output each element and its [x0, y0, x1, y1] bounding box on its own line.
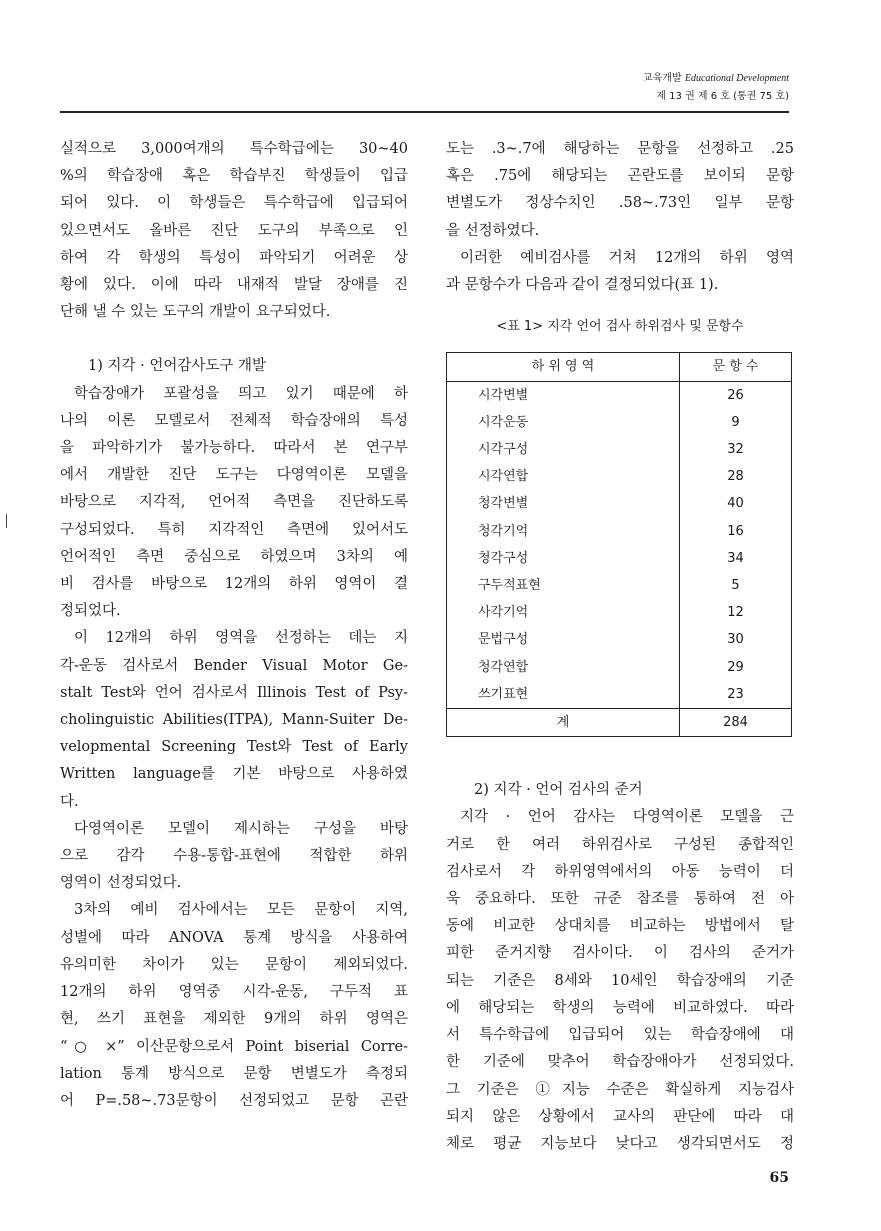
text-line: 지각 · 언어 감사는 다영역이론 모델을 근	[460, 809, 794, 826]
text-line: 서 특수학급에 입급되어 있는 학습장애에 대	[446, 1027, 794, 1044]
text-line: 에서 개발한 진단 도구는 다영역이론 모델을	[60, 467, 408, 484]
text-line: 되지 않은 상황에서 교사의 판단에 따라 대	[446, 1108, 794, 1125]
text-line: 그 기준은 ①지능 수준은 확실하게 지능검사	[446, 1081, 794, 1098]
paragraph	[446, 136, 794, 245]
subtest-area	[447, 518, 680, 545]
text-line: 나의 이론 모델로서 전체적 학습장애의 특성	[60, 412, 408, 429]
total-label: 계	[447, 709, 680, 737]
text-line: “○ ×” 이산문항으로서 Point biserial Corre-	[60, 1038, 408, 1055]
text-line: 혹은 .75에 해당되는 곤란도를 보이되 문항	[446, 168, 794, 185]
text-line: 되는 기준은 8세와 10세인 학습장애의 기준	[446, 972, 794, 989]
subtest-area-text: 시각변별	[478, 387, 529, 403]
total-value: 284	[680, 709, 792, 737]
text-line: 언어적인 측면 중심으로 하였으며 3차의 예	[60, 548, 408, 565]
subtest-area	[447, 381, 680, 409]
table-row	[447, 518, 792, 545]
subtest-area-text: 쓰기표현	[478, 686, 529, 702]
table-row	[447, 490, 792, 517]
text-line: 과 문항수가 다음과 같이 결정되었다(표 1).	[446, 277, 719, 294]
table-row	[447, 599, 792, 626]
running-header	[643, 70, 789, 106]
subtest-count: 9	[680, 409, 792, 436]
table-total-row	[447, 709, 792, 737]
text-line: 어 P=.58~.73문항이 선정되었고 문항 곤란	[60, 1092, 408, 1109]
text-line: 각-운동 검사로서 Bender Visual Motor Ge-	[60, 657, 408, 674]
subtest-count: 32	[680, 436, 792, 463]
subtest-area-text: 시각운동	[478, 414, 529, 430]
table-row	[447, 654, 792, 681]
text-line: 되어 있다. 이 학생들은 특수학급에 입급되어	[60, 195, 408, 212]
subtest-area	[447, 409, 680, 436]
subtest-count: 34	[680, 545, 792, 572]
subtest-count: 28	[680, 463, 792, 490]
text-line: 에 해당되는 학생의 능력에 비교하였다. 따라	[446, 999, 794, 1016]
text-line: 현, 쓰기 표현을 제외한 9개의 하위 영역은	[60, 1011, 408, 1028]
subtest-count: 40	[680, 490, 792, 517]
paragraph	[60, 816, 408, 898]
subtest-area-text: 청각연합	[478, 659, 529, 675]
text-line: 학습장애가 포괄성을 띄고 있기 때문에 하	[74, 385, 408, 402]
subtest-table	[446, 352, 792, 737]
text-line: 하여 각 학생의 특성이 파악되기 어려운 상	[60, 249, 408, 266]
subtest-count: 30	[680, 626, 792, 653]
subtest-count: 26	[680, 381, 792, 409]
text-line: 동에 비교한 상대치를 비교하는 방법에서 탈	[446, 918, 794, 935]
text-line: 으로 감각 수용-통합-표현에 적합한 하위	[60, 848, 408, 865]
header-rule	[60, 111, 789, 113]
text-line: 도는 .3~.7에 해당하는 문항을 선정하고 .25	[446, 141, 794, 157]
table-row	[447, 381, 792, 409]
text-line: lation 통계 방식으로 문항 변별도가 측정되	[60, 1065, 408, 1082]
text-line: 다.	[60, 793, 79, 810]
table-row	[447, 463, 792, 490]
journal-title-ko: 교육개발	[643, 73, 682, 84]
subtest-area	[447, 490, 680, 517]
subtest-area	[447, 572, 680, 599]
text-line: 성별에 따라 ANOVA 통계 방식을 사용하여	[60, 929, 408, 946]
subtest-area-text: 문법구성	[478, 632, 529, 648]
subtest-area-text: 구두적표현	[478, 578, 541, 594]
text-line: %의 학습장애 혹은 학습부진 학생들이 입급	[60, 168, 408, 185]
table-row	[447, 436, 792, 463]
text-line: 한 기준에 맞추어 학습장애아가 선정되었다.	[446, 1054, 794, 1071]
table-row	[447, 626, 792, 653]
text-line: 이러한 예비검사를 거쳐 12개의 하위 영역	[460, 249, 794, 266]
text-line: 정되었다.	[60, 603, 121, 620]
subtest-area	[447, 599, 680, 626]
table-header-count: 문 항 수	[680, 353, 792, 381]
text-line: 있으면서도 올바른 진단 도구의 부족으로 인	[60, 222, 408, 239]
issue-info: 제 13 권 제 6 호 (통권 75 호)	[656, 91, 789, 102]
subtest-area	[447, 626, 680, 653]
subtest-area	[447, 654, 680, 681]
subtest-area	[447, 436, 680, 463]
subtest-area-text: 시각연합	[478, 469, 529, 485]
text-line: stalt Test와 언어 검사로서 Illinois Test of Psy-	[60, 684, 408, 701]
paragraph	[60, 897, 408, 1115]
page-number: 65	[769, 1170, 789, 1186]
text-line: 3차의 예비 검사에서는 모든 문항이 지역,	[74, 902, 408, 919]
subtest-count: 12	[680, 599, 792, 626]
text-line: 단해 낼 수 있는 도구의 개발이 요구되었다.	[60, 304, 331, 321]
paragraph	[446, 804, 794, 1158]
text-line: 유의미한 차이가 있는 문항이 제외되었다.	[60, 956, 408, 973]
text-line: 실적으로 3,000여개의 특수학급에는 30~40	[60, 141, 408, 157]
subtest-area	[447, 545, 680, 572]
table-row	[447, 572, 792, 599]
text-line: 검사로서 각 하위영역에서의 아동 능력이 더	[446, 863, 794, 880]
text-line: 비 검사를 바탕으로 12개의 하위 영역이 결	[60, 576, 408, 593]
text-line: 체로 평균 지능보다 낮다고 생각되면서도 정	[446, 1135, 794, 1152]
text-line: cholinguistic Abilities(ITPA), Mann-Suiter De-	[60, 712, 408, 729]
subtest-area	[447, 463, 680, 490]
text-line: velopmental Screening Test와 Test of Early	[60, 739, 408, 756]
text-line: 황에 있다. 이에 따라 내재적 발달 장애를 진	[60, 277, 408, 294]
text-line: 을 선정하였다.	[446, 222, 540, 239]
subtest-count: 29	[680, 654, 792, 681]
margin-mark	[6, 514, 7, 528]
journal-title-en: Educational Development	[684, 73, 789, 84]
intro-paragraph	[60, 136, 408, 326]
text-line: 피한 준거지향 검사이다. 이 검사의 준거가	[446, 945, 794, 962]
paragraph	[60, 625, 408, 815]
text-line: 이 12개의 하위 영역을 선정하는 데는 지	[74, 630, 408, 647]
paragraph	[60, 381, 408, 626]
text-line: 욱 중요하다. 또한 규준 참조를 통하여 전 아	[446, 891, 794, 908]
paragraph	[446, 245, 794, 299]
table-header-area: 하 위 영 역	[447, 353, 680, 381]
subtest-count: 5	[680, 572, 792, 599]
text-line: 다영역이론 모델이 제시하는 구성을 바탕	[74, 820, 408, 837]
table-row	[447, 681, 792, 709]
section-title-1: 1) 지각 · 언어감사도구 개발	[88, 358, 266, 375]
text-line: 구성되었다. 특히 지각적인 측면에 있어서도	[60, 521, 408, 538]
text-line: Written language를 기본 바탕으로 사용하였	[60, 766, 408, 783]
subtest-area	[447, 681, 680, 709]
subtest-area-text: 청각변별	[478, 496, 529, 512]
subtest-area-text: 청각기억	[478, 523, 529, 539]
table-body	[447, 381, 792, 708]
subtest-area-text: 청각구성	[478, 550, 529, 566]
text-line: 거로 한 여러 하위검사로 구성된 종합적인	[446, 836, 794, 853]
left-column	[60, 136, 408, 1115]
subtest-count: 16	[680, 518, 792, 545]
table-row	[447, 545, 792, 572]
subtest-count: 23	[680, 681, 792, 709]
text-line: 12개의 하위 영역중 시각-운동, 구두적 표	[60, 984, 408, 1001]
text-line: 바탕으로 지각적, 언어적 측면을 진단하도록	[60, 494, 408, 511]
text-line: 을 파악하기가 불가능하다. 따라서 본 연구부	[60, 440, 408, 457]
table-row	[447, 409, 792, 436]
right-column	[446, 136, 794, 1158]
text-line: 영역이 선정되었다.	[60, 875, 182, 892]
section-title-2: 2) 지각 · 언어 검사의 준거	[474, 782, 643, 799]
subtest-area-text: 사각기억	[478, 605, 529, 621]
subtest-area-text: 시각구성	[478, 442, 529, 458]
table-caption: <표 1> 지각 언어 검사 하위검사 및 문항수	[496, 319, 744, 335]
text-line: 변별도가 정상수치인 .58~.73인 일부 문항	[446, 195, 794, 212]
